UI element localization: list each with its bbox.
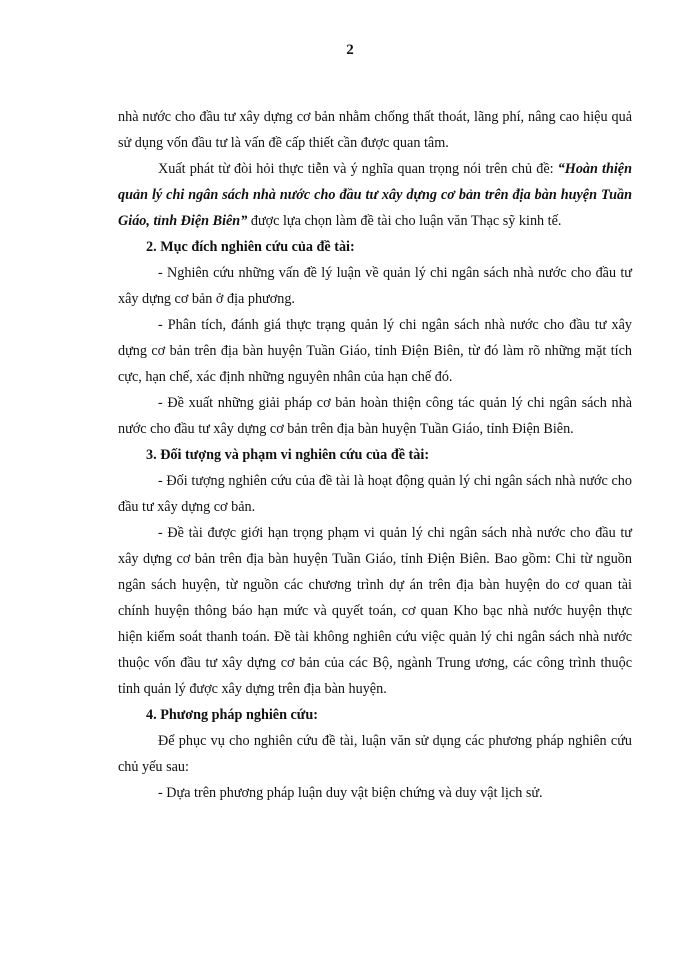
- thesis-title: “Hoàn thiện quản lý chi ngân sách nhà nước cho đầu tư xây dựng cơ bản trên địa bàn huyện Tuần Giáo, tỉnh Điện Biên”: [118, 161, 632, 229]
- purpose-item: - Nghiên cứu những vấn đề lý luận về quản lý chi ngân sách nhà nước cho đầu tư xây dựng cơ bản ở địa phương.: [118, 265, 632, 307]
- paragraph-topic-selection: [118, 156, 632, 234]
- methods-item: - Dựa trên phương pháp luận duy vật biện chứng và duy vật lịch sử.: [158, 785, 543, 801]
- page-number: 2: [346, 42, 354, 58]
- topic-lead-text: Xuất phát từ đòi hỏi thực tiễn và ý nghĩa quan trọng nói trên chủ đề:: [158, 161, 558, 177]
- purpose-item: - Phân tích, đánh giá thực trạng quản lý chi ngân sách nhà nước cho đầu tư xây dựng cơ bản trên địa bàn huyện Tuần Giáo, tỉnh Điện Biên, từ đó làm rõ những mặt tích cực, hạn chế, xác định những nguyên nhân của hạn chế đó.: [118, 317, 632, 385]
- topic-tail-text: được lựa chọn làm đề tài cho luận văn Thạc sỹ kinh tế.: [247, 213, 562, 229]
- purpose-item: - Đề xuất những giải pháp cơ bản hoàn thiện công tác quản lý chi ngân sách nhà nước cho đầu tư xây dựng cơ bản trên địa bàn huyện Tuần Giáo, tỉnh Điện Biên.: [118, 395, 632, 437]
- page-body: [118, 104, 632, 806]
- scope-item: - Đề tài được giới hạn trọng phạm vi quản lý chi ngân sách nhà nước cho đầu tư xây dựng cơ bản trên địa bàn huyện Tuần Giáo, tỉnh Điện Biên. Bao gồm: Chi từ nguồn ngân sách huyện, từ nguồn các chương trình dự án trên địa bàn huyện do cơ quan tài chính huyện thông báo hạn mức và quyết toán, cơ quan Kho bạc nhà nước huyện thực hiện kiểm soát thanh toán. Đề tài không nghiên cứu việc quản lý chi ngân sách nhà nước thuộc vốn đầu tư xây dựng cơ bản của các Bộ, ngành Trung ương, các công trình thuộc tỉnh quản lý được xây dựng trên địa bàn huyện.: [118, 525, 632, 697]
- section-heading-purpose: 2. Mục đích nghiên cứu của đề tài:: [146, 239, 355, 255]
- section-heading-scope: 3. Đối tượng và phạm vi nghiên cứu của đề tài:: [146, 447, 430, 463]
- scope-item: - Đối tượng nghiên cứu của đề tài là hoạt động quản lý chi ngân sách nhà nước cho đầu tư xây dựng cơ bản.: [118, 473, 632, 515]
- paragraph-intro-continuation: nhà nước cho đầu tư xây dựng cơ bản nhằm chống thất thoát, lãng phí, nâng cao hiệu quả sử dụng vốn đầu tư là vấn đề cấp thiết cần được quan tâm.: [118, 109, 632, 151]
- methods-item: Để phục vụ cho nghiên cứu đề tài, luận văn sử dụng các phương pháp nghiên cứu chủ yếu sau:: [118, 733, 632, 775]
- section-heading-methods: 4. Phương pháp nghiên cứu:: [146, 707, 318, 723]
